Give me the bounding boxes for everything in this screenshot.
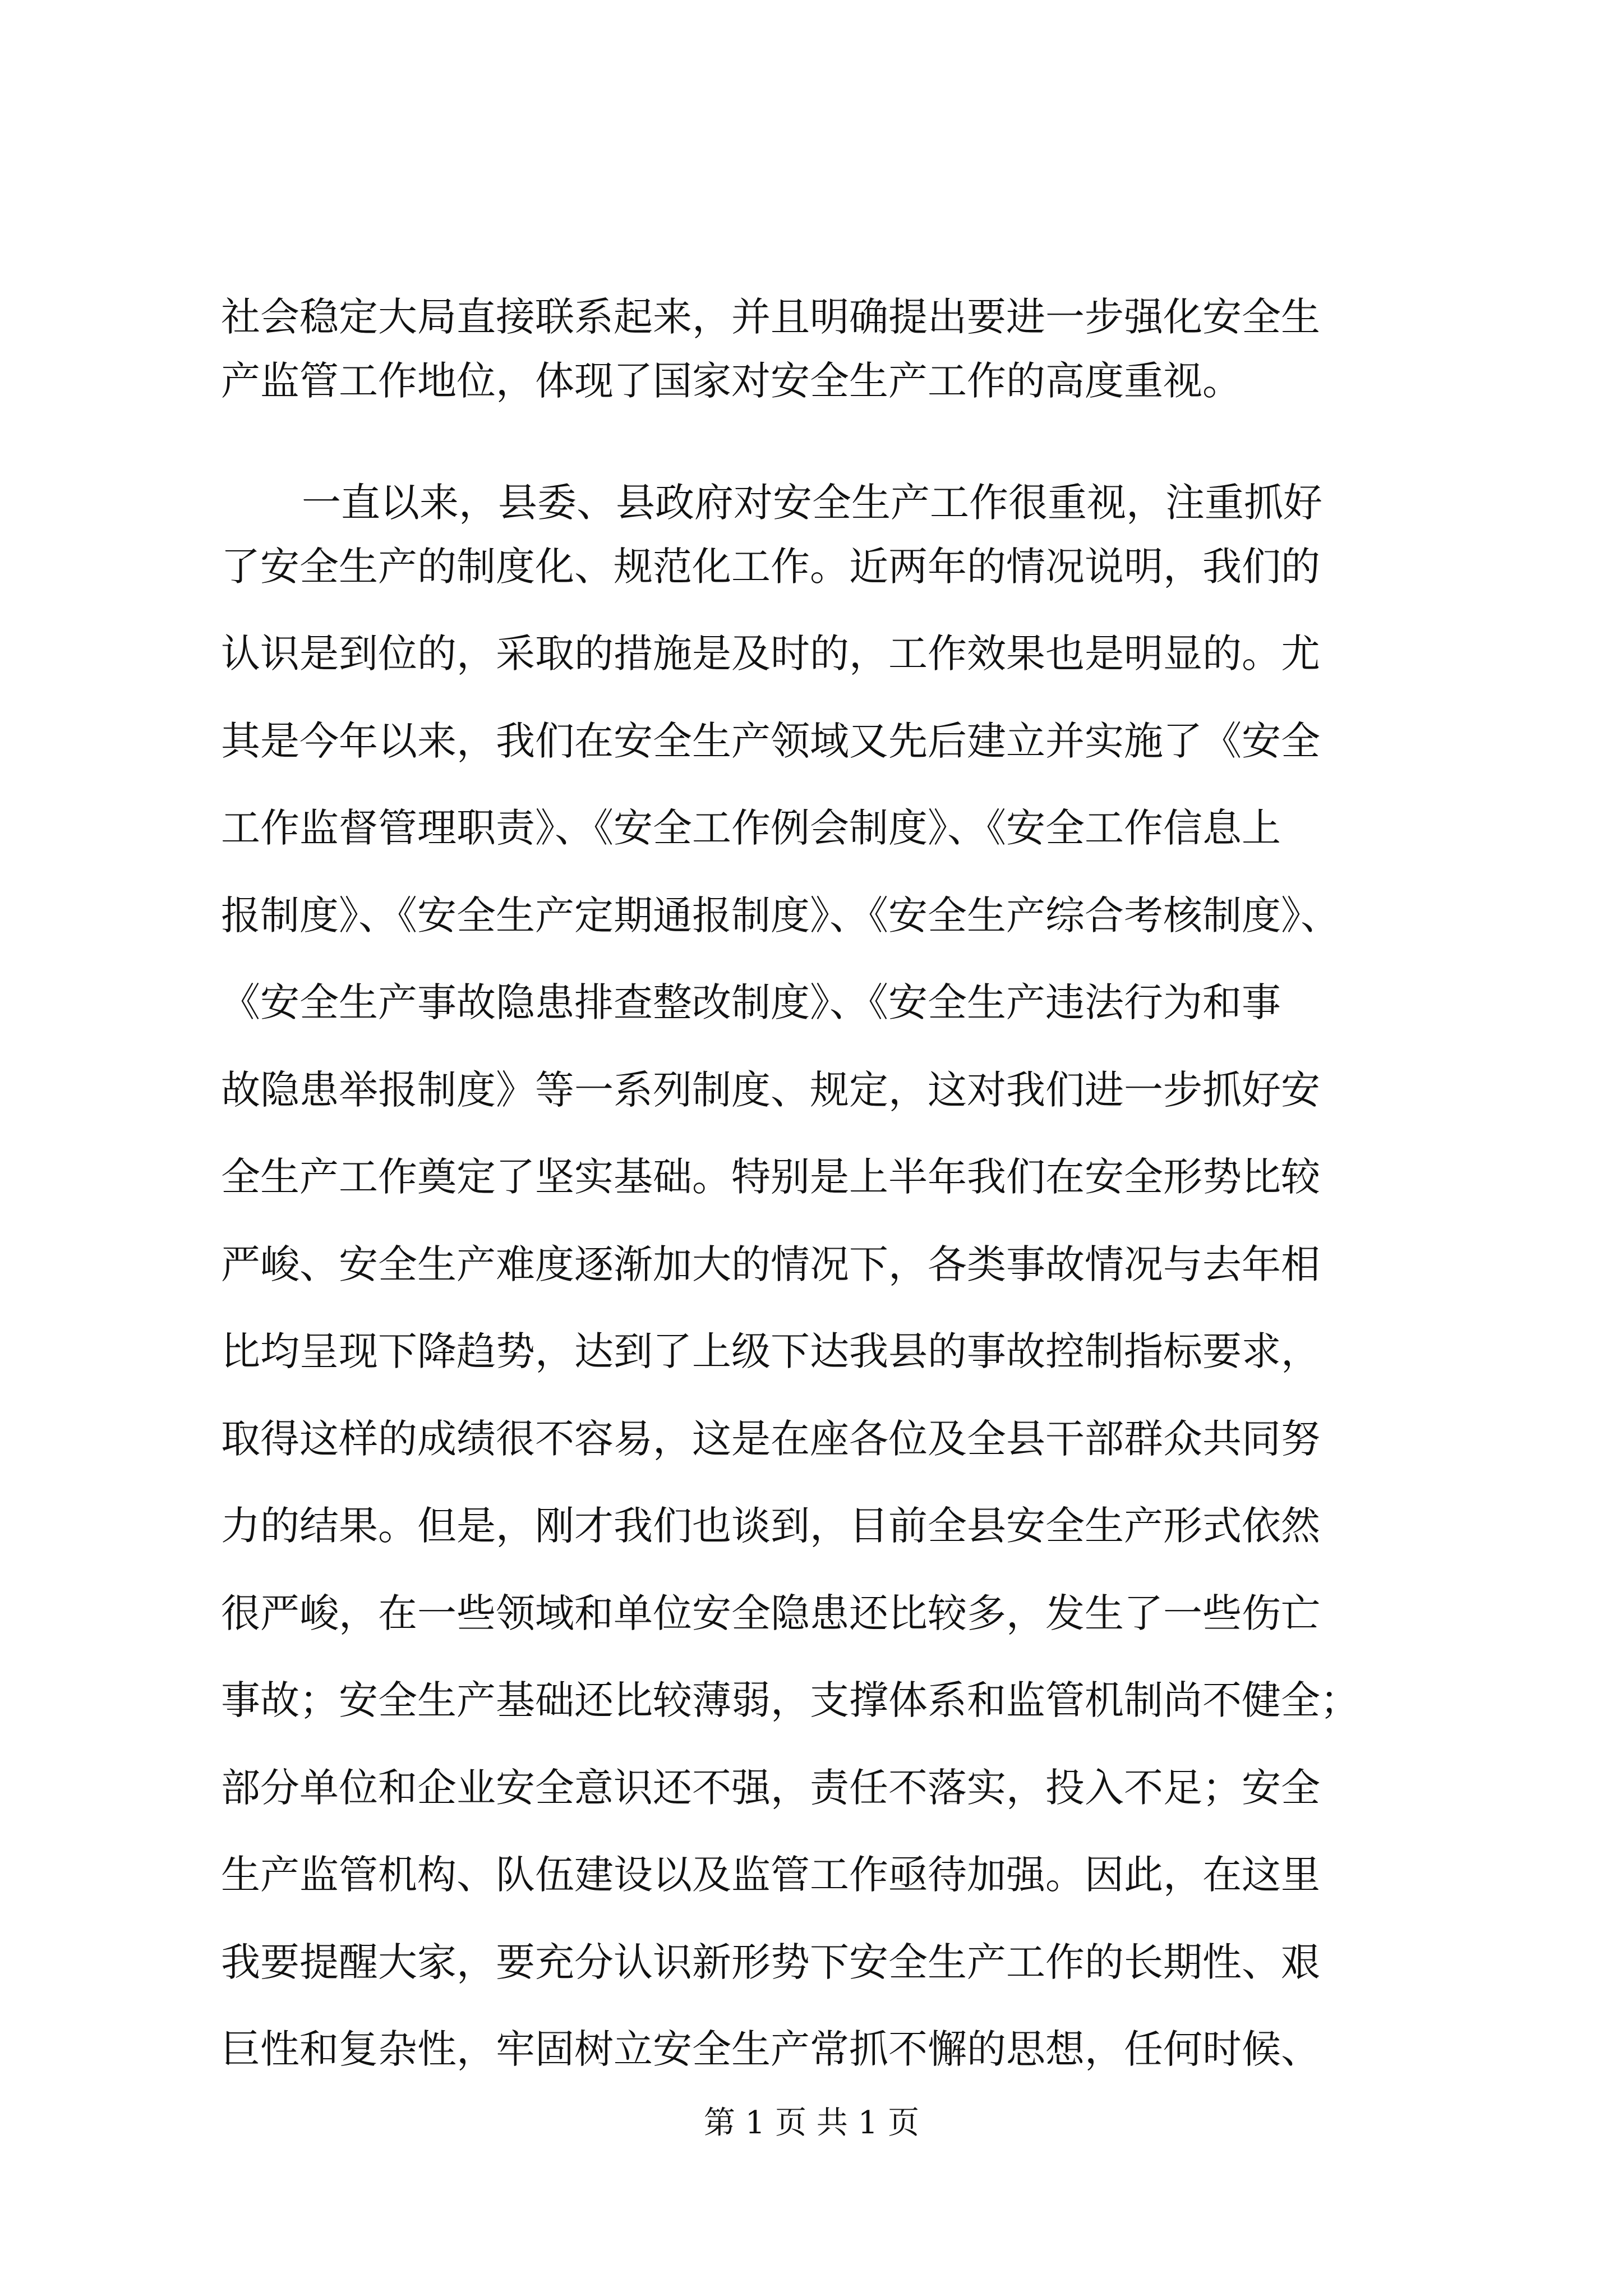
text-line: 认识是到位的，采取的措施是及时的，工作效果也是明显的。尤 — [221, 631, 1320, 677]
text-line: 《安全生产事故隐患排查整改制度》、《安全生产违法行为和事 — [221, 979, 1281, 1025]
text-line: 力的结果。但是，刚才我们也谈到，目前全县安全生产形式依然 — [221, 1503, 1320, 1549]
text-line: 了安全生产的制度化、规范化工作。近两年的情况说明，我们的 — [221, 544, 1320, 590]
text-line: 其是今年以来，我们在安全生产领域又先后建立并实施了《安全 — [221, 718, 1320, 764]
text-line: 社会稳定大局直接联系起来，并且明确提出要进一步强化安全生 — [221, 294, 1320, 340]
text-line: 比均呈现下降趋势，达到了上级下达我县的事故控制指标要求， — [221, 1328, 1320, 1374]
text-line: 产监管工作地位，体现了国家对安全生产工作的高度重视。 — [221, 358, 1242, 404]
text-line: 很严峻，在一些领域和单位安全隐患还比较多，发生了一些伤亡 — [221, 1590, 1320, 1636]
page-number-label: 第 1 页 共 1 页 — [703, 2105, 920, 2141]
text-line: 我要提醒大家，要充分认识新形势下安全生产工作的长期性、艰 — [221, 1939, 1320, 1985]
text-line: 部分单位和企业安全意识还不强，责任不落实，投入不足；安全 — [221, 1765, 1320, 1811]
page-footer — [0, 2101, 1623, 2146]
text-line: 严峻、安全生产难度逐渐加大的情况下，各类事故情况与去年相 — [221, 1241, 1320, 1287]
text-line: 全生产工作奠定了坚实基础。特别是上半年我们在安全形势比较 — [221, 1154, 1320, 1200]
text-line: 工作监督管理职责》、《安全工作例会制度》、《安全工作信息上 — [221, 805, 1281, 851]
text-line: 一直以来，县委、县政府对安全生产工作很重视，注重抓好 — [302, 480, 1322, 526]
text-line: 生产监管机构、队伍建设以及监管工作亟待加强。因此，在这里 — [221, 1852, 1320, 1898]
text-line: 报制度》、《安全生产定期通报制度》、《安全生产综合考核制度》、 — [221, 892, 1340, 938]
text-line: 事故；安全生产基础还比较薄弱，支撑体系和监管机制尚不健全； — [221, 1677, 1359, 1723]
text-line: 取得这样的成绩很不容易，这是在座各位及全县干部群众共同努 — [221, 1416, 1320, 1462]
text-line: 故隐患举报制度》等一系列制度、规定，这对我们进一步抓好安 — [221, 1067, 1320, 1113]
text-line: 巨性和复杂性，牢固树立安全生产常抓不懈的思想，任何时候、 — [221, 2026, 1320, 2072]
